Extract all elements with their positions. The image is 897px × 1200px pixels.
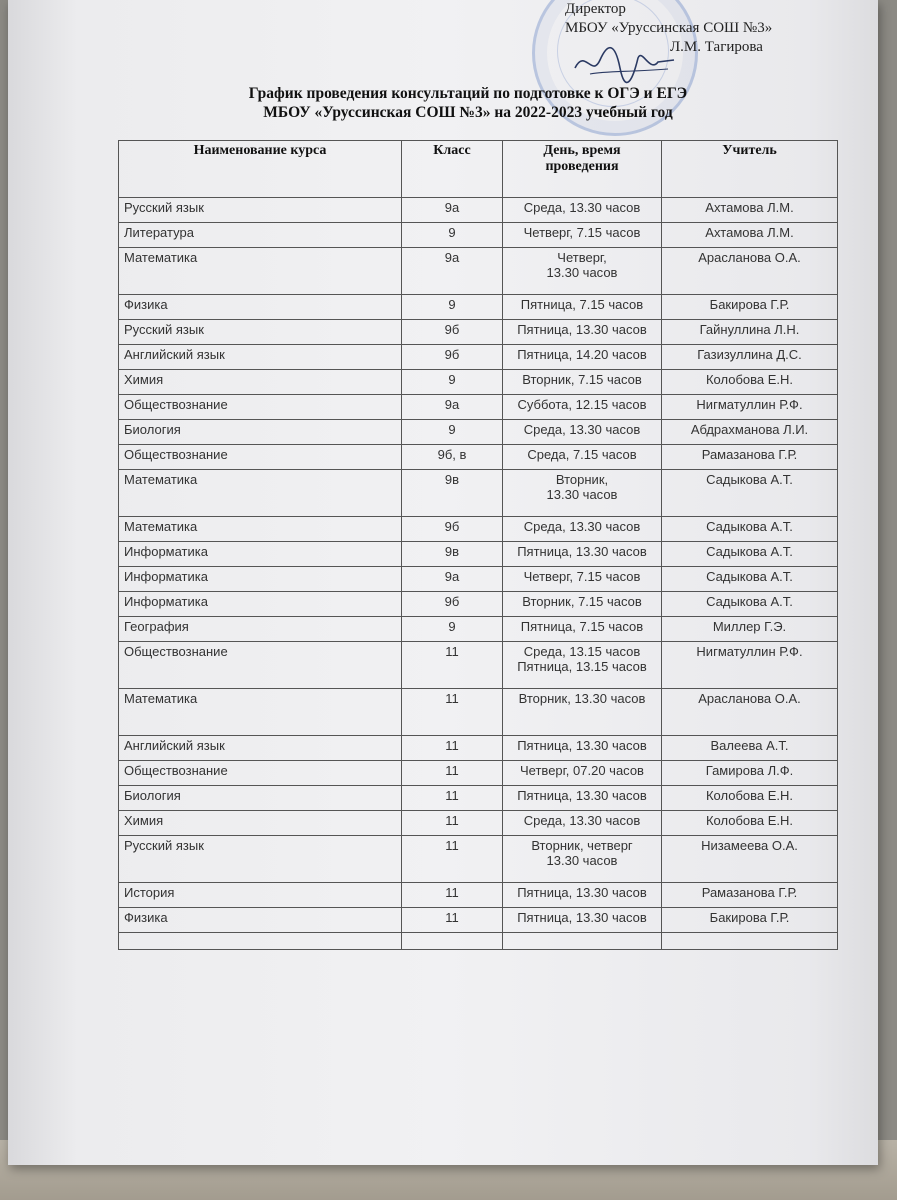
- cell-time-line: Вторник, 7.15 часов: [522, 594, 642, 609]
- table-row: [119, 198, 838, 223]
- cell-time-line: Вторник,: [555, 472, 609, 487]
- table-row: [119, 786, 838, 811]
- cell-time: [503, 370, 662, 395]
- cell-time-line: Пятница, 7.15 часов: [520, 297, 644, 312]
- cell-course: Физика: [119, 295, 402, 320]
- cell-grade: 11: [402, 689, 503, 736]
- cell-course: Английский язык: [119, 345, 402, 370]
- cell-course: География: [119, 617, 402, 642]
- cell-grade: 11: [402, 761, 503, 786]
- cell-teacher: Гамирова Л.Ф.: [662, 761, 838, 786]
- cell-time-line: Среда, 13.30 часов: [523, 519, 641, 534]
- cell-time: [503, 811, 662, 836]
- cell-teacher: Валеева А.Т.: [662, 736, 838, 761]
- cell-time: [503, 295, 662, 320]
- cell-course: Биология: [119, 420, 402, 445]
- cell-time: [503, 642, 662, 689]
- table-row: [119, 370, 838, 395]
- cell-time: [503, 248, 662, 295]
- cell-teacher: Арасланова О.А.: [662, 248, 838, 295]
- cell-time-line: Пятница, 13.30 часов: [517, 738, 647, 753]
- cell-time-line: Пятница, 13.30 часов: [517, 322, 647, 337]
- cell-time: [503, 395, 662, 420]
- header-course: Наименование курса: [119, 141, 402, 198]
- cell-time-line: Четверг, 07.20 часов: [520, 763, 644, 778]
- header-time: День, время проведения: [503, 141, 662, 198]
- empty-cell: [662, 933, 838, 950]
- cell-grade: 11: [402, 786, 503, 811]
- table-row: [119, 320, 838, 345]
- cell-course: Русский язык: [119, 836, 402, 883]
- cell-course: Обществознание: [119, 642, 402, 689]
- table-row: [119, 617, 838, 642]
- table-body: [119, 198, 838, 950]
- empty-cell: [503, 933, 662, 950]
- cell-teacher: Низамеева О.А.: [662, 836, 838, 883]
- cell-teacher: Ахтамова Л.М.: [662, 223, 838, 248]
- cell-teacher: Арасланова О.А.: [662, 689, 838, 736]
- cell-teacher: Колобова Е.Н.: [662, 370, 838, 395]
- cell-course: Русский язык: [119, 198, 402, 223]
- cell-teacher: Колобова Е.Н.: [662, 786, 838, 811]
- cell-time-line: Вторник, четверг: [531, 838, 633, 853]
- cell-teacher: Бакирова Г.Р.: [662, 295, 838, 320]
- table-row: [119, 592, 838, 617]
- table-row: [119, 883, 838, 908]
- cell-time-line: Среда, 13.30 часов: [523, 422, 641, 437]
- table-row: [119, 445, 838, 470]
- cell-time: [503, 320, 662, 345]
- cell-teacher: Колобова Е.Н.: [662, 811, 838, 836]
- cell-course: Русский язык: [119, 320, 402, 345]
- cell-time: [503, 470, 662, 517]
- cell-time-line: Вторник, 13.30 часов: [518, 691, 646, 706]
- cell-teacher: Рамазанова Г.Р.: [662, 883, 838, 908]
- cell-course: Химия: [119, 370, 402, 395]
- cell-grade: 9б: [402, 345, 503, 370]
- cell-time: [503, 420, 662, 445]
- cell-grade: 9б: [402, 517, 503, 542]
- table-row: [119, 248, 838, 295]
- table-row: [119, 811, 838, 836]
- table-row: [119, 223, 838, 248]
- approval-role: Директор: [565, 1, 626, 17]
- cell-course: Информатика: [119, 592, 402, 617]
- cell-time: [503, 345, 662, 370]
- title-line-1: График проведения консультаций по подготовке к ОГЭ и ЕГЭ: [248, 85, 688, 102]
- cell-grade: 9а: [402, 248, 503, 295]
- cell-grade: 9: [402, 420, 503, 445]
- cell-teacher: Садыкова А.Т.: [662, 517, 838, 542]
- header-grade: Класс: [402, 141, 503, 198]
- cell-time-line: Четверг, 7.15 часов: [523, 569, 641, 584]
- cell-time-line: Среда, 13.30 часов: [523, 813, 641, 828]
- table-row: [119, 345, 838, 370]
- header-teacher: Учитель: [662, 141, 838, 198]
- table-row: [119, 642, 838, 689]
- schedule-table: [118, 140, 838, 950]
- cell-teacher: Гайнуллина Л.Н.: [662, 320, 838, 345]
- cell-grade: 11: [402, 883, 503, 908]
- cell-course: Обществознание: [119, 445, 402, 470]
- cell-grade: 9б: [402, 592, 503, 617]
- cell-course: Литература: [119, 223, 402, 248]
- empty-cell: [119, 933, 402, 950]
- cell-time-line: Суббота, 12.15 часов: [517, 397, 647, 412]
- approval-name: Л.М. Тагирова: [670, 39, 763, 55]
- cell-time: [503, 836, 662, 883]
- cell-time-line: Среда, 13.30 часов: [523, 200, 641, 215]
- cell-course: Английский язык: [119, 736, 402, 761]
- cell-teacher: Ахтамова Л.М.: [662, 198, 838, 223]
- cell-time: [503, 786, 662, 811]
- cell-course: Математика: [119, 689, 402, 736]
- cell-time-line: Пятница, 14.20 часов: [517, 347, 647, 362]
- cell-time-line: 13.30 часов: [546, 265, 618, 280]
- cell-course: Математика: [119, 248, 402, 295]
- cell-grade: 9а: [402, 567, 503, 592]
- cell-grade: 9в: [402, 470, 503, 517]
- cell-course: Обществознание: [119, 761, 402, 786]
- cell-time: [503, 908, 662, 933]
- table-row: [119, 689, 838, 736]
- cell-teacher: Садыкова А.Т.: [662, 592, 838, 617]
- cell-time: [503, 883, 662, 908]
- cell-time-line: 13.30 часов: [546, 487, 618, 502]
- cell-time: [503, 542, 662, 567]
- cell-time-line: Пятница, 13.30 часов: [517, 788, 647, 803]
- table-row: [119, 470, 838, 517]
- cell-time: [503, 761, 662, 786]
- cell-time: [503, 567, 662, 592]
- cell-grade: 11: [402, 908, 503, 933]
- cell-time: [503, 445, 662, 470]
- cell-grade: 9: [402, 617, 503, 642]
- cell-grade: 11: [402, 836, 503, 883]
- cell-time-line: Среда, 13.15 часов: [523, 644, 641, 659]
- table-row: [119, 395, 838, 420]
- cell-time-line: Пятница, 13.30 часов: [517, 885, 647, 900]
- cell-time-line: Среда, 7.15 часов: [527, 447, 637, 462]
- cell-time-line: Четверг,: [557, 250, 607, 265]
- document-title: [168, 84, 768, 122]
- table-row-empty: [119, 933, 838, 950]
- table-row: [119, 295, 838, 320]
- cell-course: Информатика: [119, 542, 402, 567]
- cell-course: Физика: [119, 908, 402, 933]
- cell-teacher: Садыкова А.Т.: [662, 542, 838, 567]
- approval-org: МБОУ «Уруссинская СОШ №3»: [565, 20, 773, 36]
- cell-time: [503, 592, 662, 617]
- cell-time: [503, 223, 662, 248]
- title-line-2: МБОУ «Уруссинская СОШ №3» на 2022-2023 учебный год: [263, 104, 673, 121]
- cell-teacher: Нигматуллин Р.Ф.: [662, 642, 838, 689]
- cell-grade: 9б: [402, 320, 503, 345]
- cell-time-line: Пятница, 7.15 часов: [520, 619, 644, 634]
- cell-teacher: Рамазанова Г.Р.: [662, 445, 838, 470]
- empty-cell: [402, 933, 503, 950]
- cell-time-line: Четверг, 7.15 часов: [523, 225, 641, 240]
- cell-time-line: Вторник, 7.15 часов: [522, 372, 642, 387]
- cell-grade: 11: [402, 642, 503, 689]
- table-row: [119, 761, 838, 786]
- cell-course: Обществознание: [119, 395, 402, 420]
- cell-teacher: Газизуллина Д.С.: [662, 345, 838, 370]
- cell-time-line: Пятница, 13.30 часов: [517, 544, 647, 559]
- table-row: [119, 517, 838, 542]
- cell-teacher: Миллер Г.Э.: [662, 617, 838, 642]
- cell-teacher: Садыкова А.Т.: [662, 567, 838, 592]
- cell-grade: 9в: [402, 542, 503, 567]
- cell-teacher: Бакирова Г.Р.: [662, 908, 838, 933]
- table-row: [119, 908, 838, 933]
- cell-course: История: [119, 883, 402, 908]
- cell-time: [503, 617, 662, 642]
- table-row: [119, 736, 838, 761]
- cell-course: Химия: [119, 811, 402, 836]
- cell-grade: 9а: [402, 198, 503, 223]
- table-row: [119, 836, 838, 883]
- document-page: [8, 0, 878, 1165]
- cell-time-line: Пятница, 13.30 часов: [517, 910, 647, 925]
- cell-course: Биология: [119, 786, 402, 811]
- cell-time: [503, 517, 662, 542]
- cell-time-line: Пятница, 13.15 часов: [517, 659, 647, 674]
- cell-time: [503, 689, 662, 736]
- cell-grade: 11: [402, 811, 503, 836]
- cell-grade: 9: [402, 370, 503, 395]
- cell-grade: 9: [402, 295, 503, 320]
- cell-course: Информатика: [119, 567, 402, 592]
- table-row: [119, 542, 838, 567]
- cell-time: [503, 198, 662, 223]
- cell-course: Математика: [119, 517, 402, 542]
- table-header-row: [119, 141, 838, 198]
- cell-grade: 9: [402, 223, 503, 248]
- cell-course: Математика: [119, 470, 402, 517]
- cell-time: [503, 736, 662, 761]
- cell-time-line: 13.30 часов: [546, 853, 618, 868]
- table-row: [119, 420, 838, 445]
- cell-grade: 9б, в: [402, 445, 503, 470]
- table-row: [119, 567, 838, 592]
- cell-teacher: Нигматуллин Р.Ф.: [662, 395, 838, 420]
- cell-teacher: Абдрахманова Л.И.: [662, 420, 838, 445]
- cell-grade: 11: [402, 736, 503, 761]
- cell-teacher: Садыкова А.Т.: [662, 470, 838, 517]
- cell-grade: 9а: [402, 395, 503, 420]
- signature-scribble: [570, 38, 680, 88]
